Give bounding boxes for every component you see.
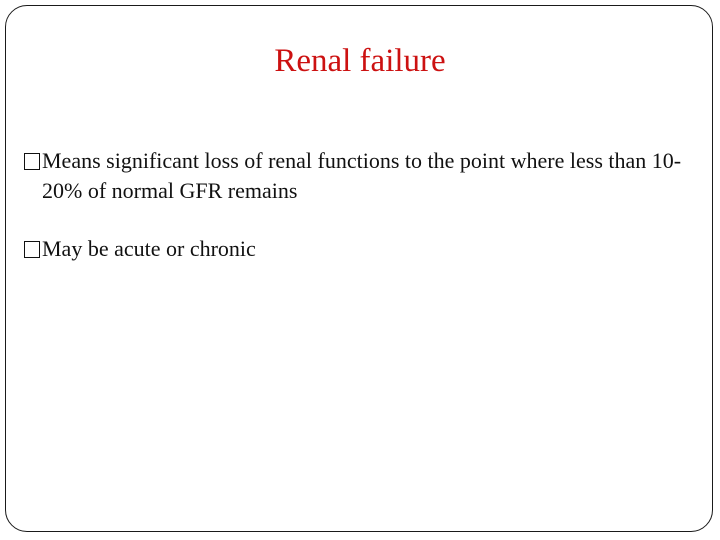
square-bullet-icon: [24, 153, 40, 170]
slide-title: Renal failure: [274, 43, 446, 79]
bullet-text: Means significant loss of renal functions to the point where less than 10-20% of normal GFR remains: [42, 148, 682, 203]
bullet-list: [24, 146, 704, 264]
bullet-text: May be acute or chronic: [42, 236, 256, 261]
square-bullet-icon: [24, 241, 40, 258]
slide-frame: [5, 5, 713, 532]
list-item: [24, 146, 704, 206]
list-item: [24, 234, 704, 264]
